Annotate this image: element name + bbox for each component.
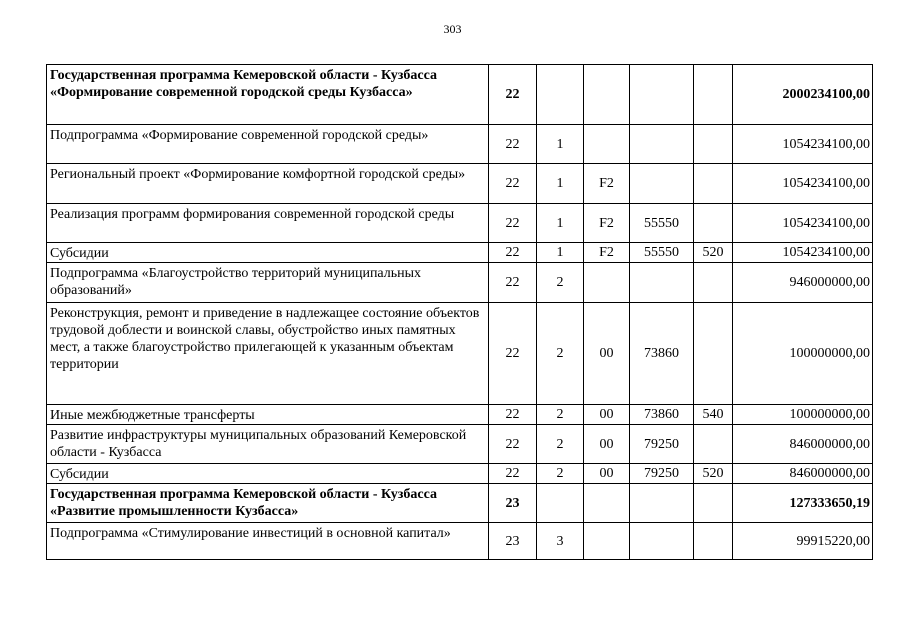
project-code-cell: 00 <box>584 303 630 405</box>
direction-code-cell <box>630 263 694 303</box>
subprogram-code-cell <box>537 484 584 523</box>
expense-type-cell <box>694 484 733 523</box>
subprogram-code-cell: 1 <box>537 243 584 263</box>
expense-type-cell: 540 <box>694 405 733 425</box>
expense-type-cell: 520 <box>694 464 733 484</box>
expense-type-cell: 520 <box>694 243 733 263</box>
table-row <box>47 125 873 164</box>
project-code-cell: 00 <box>584 425 630 464</box>
direction-code-cell: 73860 <box>630 303 694 405</box>
table-row <box>47 425 873 464</box>
row-name-cell: Развитие инфраструктуры муниципальных образований Кемеровской области - Кузбасса <box>47 425 489 464</box>
direction-code-cell: 55550 <box>630 243 694 263</box>
row-name-cell: Иные межбюджетные трансферты <box>47 405 489 425</box>
direction-code-cell <box>630 125 694 164</box>
program-code-cell: 22 <box>489 125 537 164</box>
amount-cell: 2000234100,00 <box>733 65 873 125</box>
expense-type-cell <box>694 65 733 125</box>
table-row <box>47 405 873 425</box>
table-row <box>47 263 873 303</box>
table-row <box>47 164 873 204</box>
table-row <box>47 484 873 523</box>
row-name-cell: Подпрограмма «Стимулирование инвестиций в основной капитал» <box>47 523 489 560</box>
program-code-cell: 22 <box>489 464 537 484</box>
project-code-cell <box>584 523 630 560</box>
direction-code-cell: 79250 <box>630 464 694 484</box>
row-name-cell: Государственная программа Кемеровской области - Кузбасса «Развитие промышленности Кузбасса» <box>47 484 489 523</box>
program-code-cell: 22 <box>489 65 537 125</box>
project-code-cell <box>584 484 630 523</box>
subprogram-code-cell: 1 <box>537 125 584 164</box>
program-code-cell: 22 <box>489 243 537 263</box>
project-code-cell <box>584 125 630 164</box>
program-code-cell: 22 <box>489 204 537 243</box>
expense-type-cell <box>694 125 733 164</box>
direction-code-cell: 79250 <box>630 425 694 464</box>
program-code-cell: 22 <box>489 303 537 405</box>
amount-cell: 99915220,00 <box>733 523 873 560</box>
amount-cell: 846000000,00 <box>733 425 873 464</box>
row-name-cell: Реконструкция, ремонт и приведение в надлежащее состояние объектов трудовой доблести и воинской славы, обустройство иных памятных мест, а также благоустройство прилегающей к указанным объектам территории <box>47 303 489 405</box>
row-name-cell: Субсидии <box>47 464 489 484</box>
table-row <box>47 523 873 560</box>
project-code-cell: 00 <box>584 405 630 425</box>
program-code-cell: 22 <box>489 263 537 303</box>
amount-cell: 100000000,00 <box>733 303 873 405</box>
direction-code-cell <box>630 484 694 523</box>
program-code-cell: 22 <box>489 405 537 425</box>
expense-type-cell <box>694 263 733 303</box>
direction-code-cell <box>630 65 694 125</box>
subprogram-code-cell: 2 <box>537 425 584 464</box>
subprogram-code-cell: 2 <box>537 263 584 303</box>
page-number: 303 <box>443 22 462 36</box>
project-code-cell: F2 <box>584 243 630 263</box>
project-code-cell: F2 <box>584 164 630 204</box>
program-code-cell: 22 <box>489 164 537 204</box>
amount-cell: 127333650,19 <box>733 484 873 523</box>
program-code-cell: 23 <box>489 484 537 523</box>
amount-cell: 1054234100,00 <box>733 243 873 263</box>
subprogram-code-cell: 1 <box>537 164 584 204</box>
table-row <box>47 303 873 405</box>
project-code-cell: 00 <box>584 464 630 484</box>
row-name-cell: Региональный проект «Формирование комфортной городской среды» <box>47 164 489 204</box>
subprogram-code-cell: 3 <box>537 523 584 560</box>
subprogram-code-cell: 2 <box>537 464 584 484</box>
subprogram-code-cell: 1 <box>537 204 584 243</box>
table-row <box>47 243 873 263</box>
row-name-cell: Подпрограмма «Благоустройство территорий муниципальных образований» <box>47 263 489 303</box>
program-code-cell: 23 <box>489 523 537 560</box>
direction-code-cell <box>630 164 694 204</box>
row-name-cell: Реализация программ формирования современной городской среды <box>47 204 489 243</box>
project-code-cell <box>584 65 630 125</box>
amount-cell: 846000000,00 <box>733 464 873 484</box>
amount-cell: 946000000,00 <box>733 263 873 303</box>
expense-type-cell <box>694 523 733 560</box>
budget-table <box>46 64 873 560</box>
direction-code-cell: 55550 <box>630 204 694 243</box>
subprogram-code-cell: 2 <box>537 405 584 425</box>
amount-cell: 100000000,00 <box>733 405 873 425</box>
table-row <box>47 464 873 484</box>
table-row <box>47 204 873 243</box>
subprogram-code-cell: 2 <box>537 303 584 405</box>
table-row <box>47 65 873 125</box>
amount-cell: 1054234100,00 <box>733 164 873 204</box>
subprogram-code-cell <box>537 65 584 125</box>
expense-type-cell <box>694 204 733 243</box>
project-code-cell <box>584 263 630 303</box>
program-code-cell: 22 <box>489 425 537 464</box>
row-name-cell: Субсидии <box>47 243 489 263</box>
expense-type-cell <box>694 425 733 464</box>
direction-code-cell <box>630 523 694 560</box>
project-code-cell: F2 <box>584 204 630 243</box>
amount-cell: 1054234100,00 <box>733 204 873 243</box>
expense-type-cell <box>694 164 733 204</box>
direction-code-cell: 73860 <box>630 405 694 425</box>
expense-type-cell <box>694 303 733 405</box>
row-name-cell: Подпрограмма «Формирование современной городской среды» <box>47 125 489 164</box>
amount-cell: 1054234100,00 <box>733 125 873 164</box>
row-name-cell: Государственная программа Кемеровской области - Кузбасса «Формирование современной городской среды Кузбасса» <box>47 65 489 125</box>
